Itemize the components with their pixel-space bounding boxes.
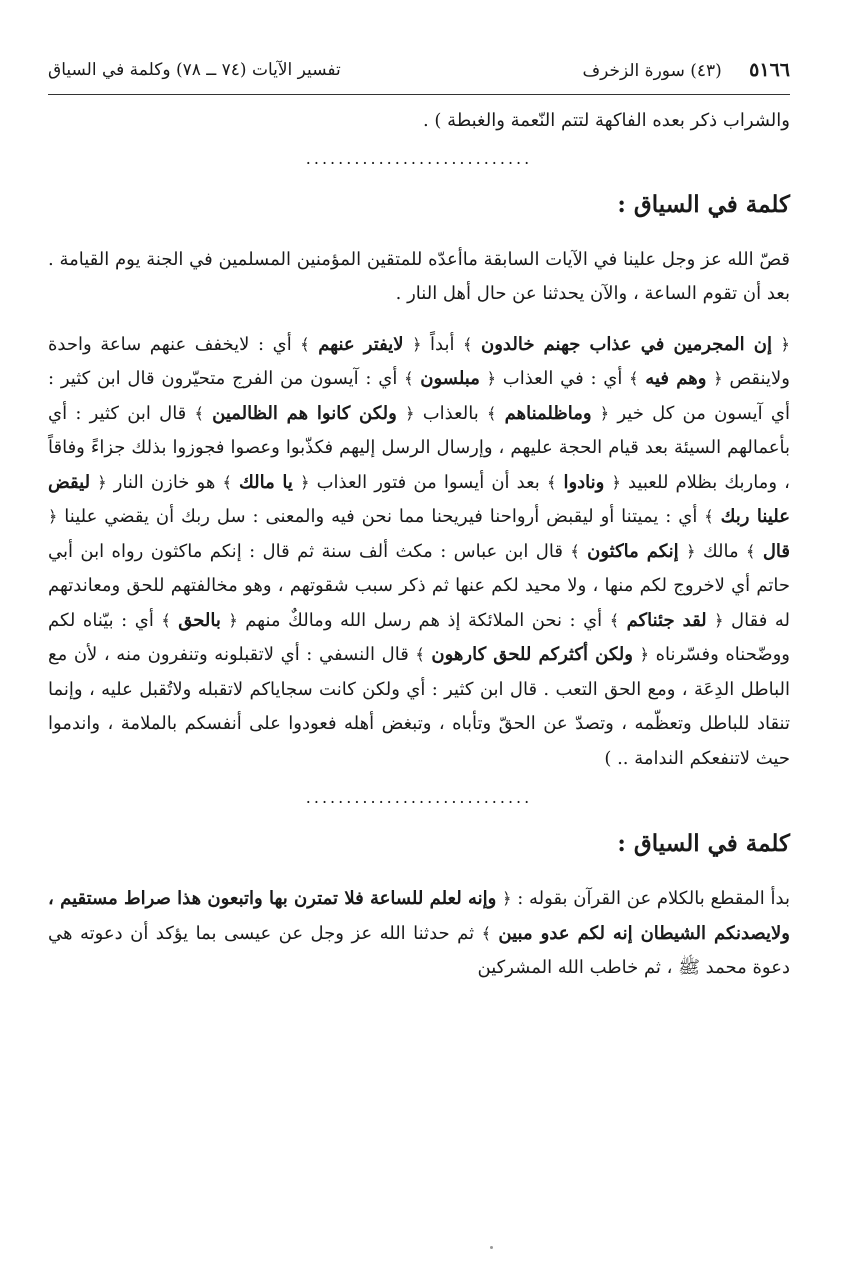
quran-verse: قال — [762, 540, 790, 562]
header-divider — [48, 94, 790, 95]
open-bracket: ﴿ — [502, 889, 512, 908]
open-bracket: ﴿ — [486, 369, 497, 388]
close-bracket: ﴾ — [222, 472, 232, 492]
open-bracket: ﴿ — [405, 403, 415, 423]
quran-verse: يا مالك — [238, 471, 293, 493]
open-bracket: ﴿ — [714, 610, 724, 630]
close-bracket: ﴾ — [629, 369, 639, 388]
close-bracket: ﴾ — [704, 507, 714, 526]
quran-verse: بالحق — [178, 609, 221, 631]
open-bracket: ﴿ — [599, 403, 610, 423]
running-header — [48, 52, 790, 88]
quran-verse: وهم فيه — [645, 368, 707, 389]
close-bracket: ﴾ — [481, 923, 491, 943]
page-content — [48, 104, 790, 986]
commentary-text: مالك — [702, 540, 739, 562]
close-bracket: ﴾ — [161, 610, 171, 630]
quran-verse: إن المجرمين في عذاب جهنم خالدون — [480, 333, 772, 355]
page-number: ٥١٦٦ — [749, 59, 790, 81]
section-heading: كلمة في السياق : — [617, 190, 790, 218]
close-bracket: ﴾ — [194, 403, 204, 423]
opening-paragraph: والشراب ذكر بعده الفاكهة لتتم النّعمة والغبطة ) . — [422, 110, 790, 131]
quran-verse: لايفتر عنهم — [318, 333, 404, 355]
quran-verse: ولكن أكثركم للحق كارهون — [431, 644, 633, 665]
open-bracket: ﴿ — [228, 610, 238, 630]
commentary-text: قال ابن عباس : مكث ألف سنة ثم قال : إنكم ماكثون رواه ابن أبي حاتم أي لاخروج لكم منها ، ولا محيد لكم عنها ثم ذكر سبب شقوتهم ، وهو مخالفتهم للحق ومعاندتهم له فقال — [48, 540, 790, 631]
page-mark — [490, 1246, 493, 1249]
commentary-text: بالعذاب — [422, 402, 479, 424]
commentary-text: أي : بيّناه لكم ووضّحناه وفسّرناه — [48, 609, 791, 665]
open-bracket: ﴿ — [686, 541, 696, 561]
quran-verse: وإنه لعلم للساعة فلا تمترن بها واتبعون هذا صراط مستقيم ، ولايصدنكم الشيطان إنه لكم عدو مبين — [48, 888, 790, 944]
close-bracket: ﴾ — [546, 472, 557, 492]
open-bracket: ﴿ — [780, 334, 790, 354]
open-bracket: ﴿ — [611, 472, 621, 492]
dotted-separator: ............................ — [305, 788, 533, 807]
open-bracket: ﴿ — [300, 472, 310, 492]
commentary-text: ثم حدثنا الله عز وجل عن عيسى بما يؤكد أن دعوته هي دعوة محمد ﷺ ، ثم خاطب الله المشركين — [48, 922, 790, 978]
quran-verse: مبلسون — [420, 368, 480, 389]
close-bracket: ﴾ — [463, 334, 473, 354]
close-bracket: ﴾ — [570, 541, 580, 561]
quran-verse: لقد جئناكم — [626, 609, 707, 631]
commentary-text: هو خازن النار — [113, 471, 216, 493]
commentary-text: أي : يميتنا أو ليقبض أرواحنا فيريحنا مما نحن فيه والمعنى : سل ربك أن يقضي علينا — [64, 506, 698, 527]
commentary-text: بعد أن أيسوا من فتور العذاب — [316, 471, 540, 493]
section-heading: كلمة في السياق : — [617, 830, 790, 857]
quran-verse: ونادوا — [563, 471, 605, 493]
commentary-text: أبداً — [430, 333, 455, 355]
commentary-text: أي : نحن الملائكة إذ هم رسل الله ومالكٌ منهم — [245, 609, 603, 631]
close-bracket: ﴾ — [300, 334, 310, 354]
surah-title: (٤٣) سورة الزخرف — [582, 61, 722, 81]
header-right — [582, 52, 790, 89]
tafsir-paragraph — [48, 328, 790, 777]
intro-paragraph: قصّ الله عز وجل علينا في الآيات السابقة ماأعدّه للمتقين المؤمنين المسلمين في الجنة يوم القيامة . بعد أن تقوم الساعة ، والآن يحدثنا عن حال أهل النار . — [48, 248, 790, 304]
quran-verse: وماظلمناهم — [504, 402, 592, 424]
section-title: تفسير الآيات (٧٤ ــ ٧٨) وكلمة في السياق — [48, 60, 341, 80]
commentary-text: أي : لايخفف عنهم ساعة واحدة ولاينقص — [48, 333, 790, 389]
commentary-text: بدأ المقطع بالكلام عن القرآن بقوله : — [517, 888, 790, 909]
close-bracket: ﴾ — [487, 403, 497, 423]
open-bracket: ﴿ — [97, 472, 107, 492]
close-bracket: ﴾ — [415, 645, 425, 664]
commentary-text: أي : آيسون من الفرج متحيّرون قال ابن كثير : أي آيسون من كل خير — [48, 368, 790, 424]
open-bracket: ﴿ — [412, 334, 422, 354]
close-bracket: ﴾ — [746, 541, 756, 561]
open-bracket: ﴿ — [639, 645, 649, 664]
close-bracket: ﴾ — [609, 610, 620, 630]
close-bracket: ﴾ — [404, 369, 414, 388]
commentary-text: أي : في العذاب — [502, 368, 623, 389]
quran-verse: إنكم ماكثون — [587, 540, 679, 562]
commentary-text: قال النسفي : أي لاتقبلونه وتنفرون منه ، لأن مع الباطل الدِعَة ، ومع الحق التعب . قال ابن كثير : أي ولكن كانت سجاياكم لاتقبله ولاتُقبل عليه ، وإنما تنقاد للباطل وتعظّمه ، وتصدّ عن الحقّ وتأباه ، وتبغض أهله فعودوا على أنفسكم بالملامة ، واندموا حيث لاتنفعكم الندامة .. ) — [48, 644, 790, 769]
commentary-text: قال ابن كثير : أي بأعمالهم السيئة بعد قيام الحجة عليهم ، وإرسال الرسل إليهم فكذّبوا وعصوا فجوزوا بذلك جزاءً وفاقاً ، وماربك بظلام للعبيد — [48, 402, 791, 493]
dotted-separator: ............................ — [305, 148, 533, 168]
section2-paragraph — [48, 882, 790, 986]
quran-verse: ليقض علينا ربك — [48, 471, 790, 527]
open-bracket: ﴿ — [713, 369, 723, 388]
open-bracket: ﴿ — [48, 507, 58, 526]
quran-verse: ولكن كانوا هم الظالمين — [212, 402, 397, 424]
